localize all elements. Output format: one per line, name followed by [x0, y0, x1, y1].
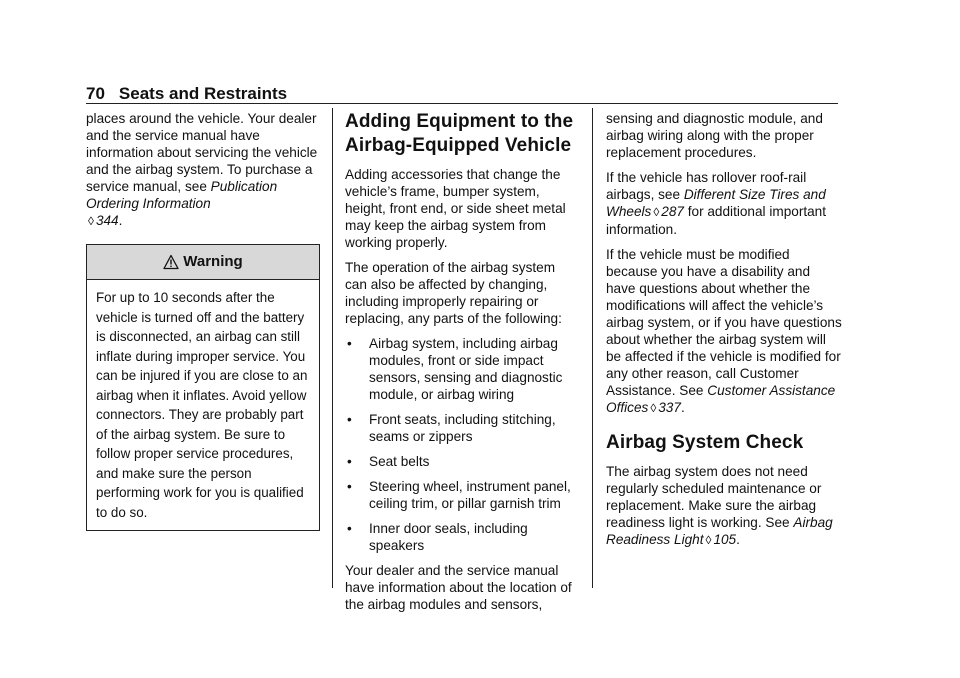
- page-ref-icon: ◊: [650, 401, 657, 415]
- warning-icon: [163, 254, 179, 270]
- list-item: • Seat belts: [347, 454, 430, 469]
- list-item: • Inner door seals, including speakers: [347, 521, 528, 553]
- header-divider: [86, 103, 838, 104]
- page-number: 70: [86, 84, 105, 103]
- cross-reference-link[interactable]: Airbag Readiness Light: [606, 515, 833, 547]
- page-ref-icon: ◊: [653, 205, 660, 219]
- cross-reference-link[interactable]: Customer Assistance Offices: [606, 383, 836, 415]
- list-item: • Steering wheel, instrument panel, ceiling trim, or pillar garnish trim: [347, 479, 571, 511]
- page-ref-number[interactable]: 105: [713, 532, 737, 547]
- paragraph: sensing and diagnostic module, and airbag wiring along with the proper replacement procedures.: [606, 111, 823, 160]
- bullet-list: [345, 335, 579, 554]
- paragraph: Your dealer and the service manual have information about the location of the airbag modules and sensors,: [345, 563, 572, 612]
- section-heading: Adding Equipment to the Airbag-Equipped Vehicle: [345, 111, 574, 156]
- warning-header: [87, 245, 319, 280]
- paragraph: The operation of the airbag system can also be affected by changing, including improperly repairing or replacing, any parts of the following:: [345, 260, 562, 326]
- bullet-icon: •: [347, 521, 352, 536]
- page-ref-number[interactable]: 337: [658, 400, 681, 415]
- page-ref-icon: ◊: [88, 214, 94, 228]
- paragraph: The airbag system does not need regularly scheduled maintenance or replacement. Make sure the airbag readiness light is working. See Airbag Readiness Light ◊ 105.: [606, 464, 833, 547]
- warning-body: For up to 10 seconds after the vehicle is turned off and the battery is disconnected, an airbag can still inflate during improper service. You can be injured if you are close to an airbag when it inflates. Avoid yellow connectors. They are probably part of the airbag system. Be sure to follow proper service procedures, and make sure the person performing work for you is qualified to do so.: [96, 290, 308, 520]
- column-3: [606, 110, 842, 557]
- list-item: • Front seats, including stitching, seams or zippers: [347, 412, 556, 444]
- column-2: [345, 110, 579, 621]
- page-ref-number[interactable]: 287: [661, 204, 684, 219]
- warning-title: Warning: [183, 253, 243, 270]
- paragraph: If the vehicle must be modified because you have a disability and have questions about whether the modifications will affect the vehicle’s airbag system, or if you have questions about whether the airbag system will be affected if the vehicle is modified for any other reason, call Customer Assistance. See Customer Assistance Offices ◊ 337.: [606, 247, 842, 415]
- bullet-icon: •: [347, 479, 352, 494]
- paragraph: places around the vehicle. Your dealer and the service manual have information about servicing the vehicle and the airbag system. To purchase a service manual, see Publication Ordering Information ◊ 344.: [86, 111, 318, 228]
- page-header: [86, 84, 287, 104]
- bullet-icon: •: [347, 412, 352, 427]
- section-heading: Airbag System Check: [606, 432, 804, 453]
- cross-reference-link[interactable]: Publication Ordering Information: [86, 179, 278, 211]
- warning-box: [86, 244, 320, 531]
- cross-reference-link[interactable]: Different Size Tires and Wheels: [606, 187, 826, 219]
- column-divider: [592, 108, 593, 588]
- column-1: [86, 110, 322, 531]
- section-title: Seats and Restraints: [118, 84, 288, 103]
- list-item: • Airbag system, including airbag modules, front or side impact sensors, sensing and diagnostic module, or airbag wiring: [347, 336, 563, 402]
- paragraph: If the vehicle has rollover roof-rail airbags, see Different Size Tires and Wheels ◊ 287 for additional important information.: [606, 170, 827, 237]
- column-divider: [332, 108, 333, 588]
- page-ref-number[interactable]: 344: [95, 213, 119, 228]
- paragraph: Adding accessories that change the vehicle’s frame, bumper system, height, front end, or side sheet metal may keep the airbag system from working properly.: [345, 167, 566, 250]
- bullet-icon: •: [347, 336, 352, 351]
- bullet-icon: •: [347, 454, 352, 469]
- page-ref-icon: ◊: [705, 533, 712, 547]
